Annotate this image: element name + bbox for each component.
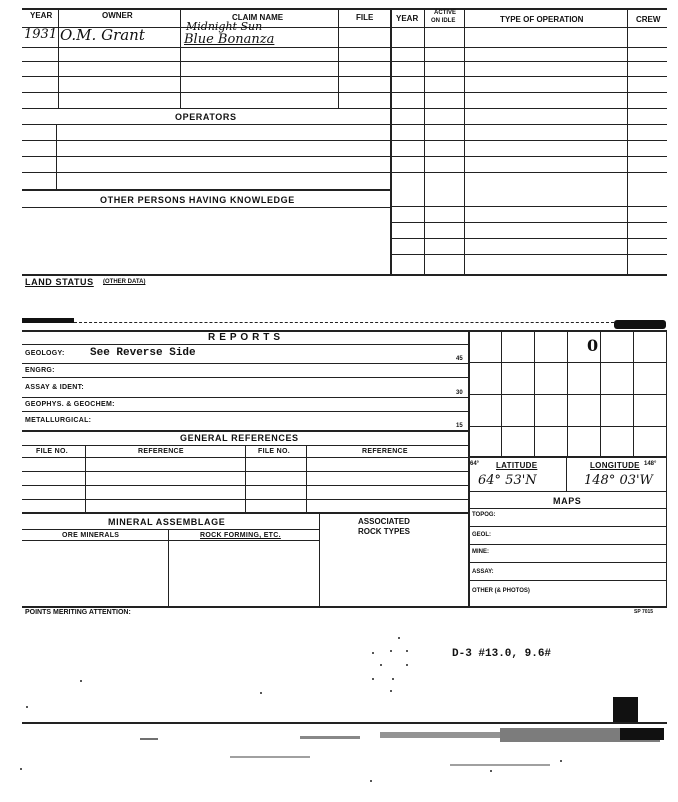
header-crew: CREW xyxy=(636,15,661,24)
header-file: FILE xyxy=(356,13,374,22)
header-owner: OWNER xyxy=(102,11,133,20)
latitude-label: LATITUDE xyxy=(496,461,538,470)
ref-col-reference-2: REFERENCE xyxy=(362,448,408,455)
reference-code: D-3 #13.0, 9.6# xyxy=(452,648,552,660)
reports-title: R E P O R T S xyxy=(208,332,281,343)
grid-mark: 0 xyxy=(587,336,599,355)
report-num-45: 45 xyxy=(456,356,463,362)
header-active: ACTIVE xyxy=(434,10,457,16)
report-label-metallurgical: METALLURGICAL: xyxy=(25,417,92,424)
entry-claim-line-2: Blue Bonanza xyxy=(184,32,275,47)
associated-rock-types-2: ROCK TYPES xyxy=(358,527,411,536)
other-persons-label: OTHER PERSONS HAVING KNOWLEDGE xyxy=(100,195,295,205)
operators-label: OPERATORS xyxy=(175,112,237,122)
maps-title: MAPS xyxy=(553,496,582,506)
ref-col-file-no-2: FILE NO. xyxy=(258,448,290,455)
mineral-assemblage-title: MINERAL ASSEMBLAGE xyxy=(108,517,226,527)
longitude-label: LONGITUDE xyxy=(590,461,640,470)
report-label-assay: ASSAY & IDENT: xyxy=(25,384,85,391)
header-on-idle: ON IDLE xyxy=(431,18,456,24)
rock-forming-label: ROCK FORMING, ETC. xyxy=(200,532,281,539)
land-status-label: LAND STATUS xyxy=(25,277,94,287)
entry-year: 1931 xyxy=(24,27,58,42)
report-label-geology: GEOLOGY: xyxy=(25,350,65,357)
header-year-2: YEAR xyxy=(396,14,419,23)
land-status-sub: (OTHER DATA) xyxy=(103,279,146,285)
ore-minerals-label: ORE MINERALS xyxy=(62,532,120,539)
entry-owner: O.M. Grant xyxy=(60,26,145,44)
report-value-geology: See Reverse Side xyxy=(90,347,196,359)
points-meriting-label: POINTS MERITING ATTENTION: xyxy=(25,609,131,616)
ref-col-file-no: FILE NO. xyxy=(36,448,68,455)
header-claim-name: CLAIM NAME xyxy=(232,13,284,22)
longitude-suffix: 148° xyxy=(644,461,657,467)
ref-col-reference: REFERENCE xyxy=(138,448,184,455)
form-code: SP 7015 xyxy=(634,609,654,615)
header-type-of-operation: TYPE OF OPERATION xyxy=(500,15,584,24)
latitude-prefix: 64° xyxy=(470,461,480,467)
report-label-geophys: GEOPHYS. & GEOCHEM: xyxy=(25,401,115,408)
map-geol: GEOL: xyxy=(472,532,491,538)
latitude-value: 64° 53'N xyxy=(478,473,537,488)
map-mine: MINE: xyxy=(472,549,489,555)
map-topog: TOPOG: xyxy=(472,512,496,518)
report-label-engrg: ENGRG: xyxy=(25,367,55,374)
report-num-15: 15 xyxy=(456,423,463,429)
map-other: OTHER (& PHOTOS) xyxy=(472,588,530,594)
report-num-30: 30 xyxy=(456,390,463,396)
longitude-value: 148° 03'W xyxy=(584,473,653,488)
torn-edge-left xyxy=(22,318,74,323)
entry-claim-line-1: Midnight Sun xyxy=(186,20,263,33)
map-assay: ASSAY: xyxy=(472,569,494,575)
associated-rock-types-1: ASSOCIATED xyxy=(358,517,410,526)
header-year: YEAR xyxy=(30,11,53,20)
general-references-title: GENERAL REFERENCES xyxy=(180,433,299,443)
corner-blot xyxy=(613,697,638,723)
torn-edge-right xyxy=(614,320,666,329)
